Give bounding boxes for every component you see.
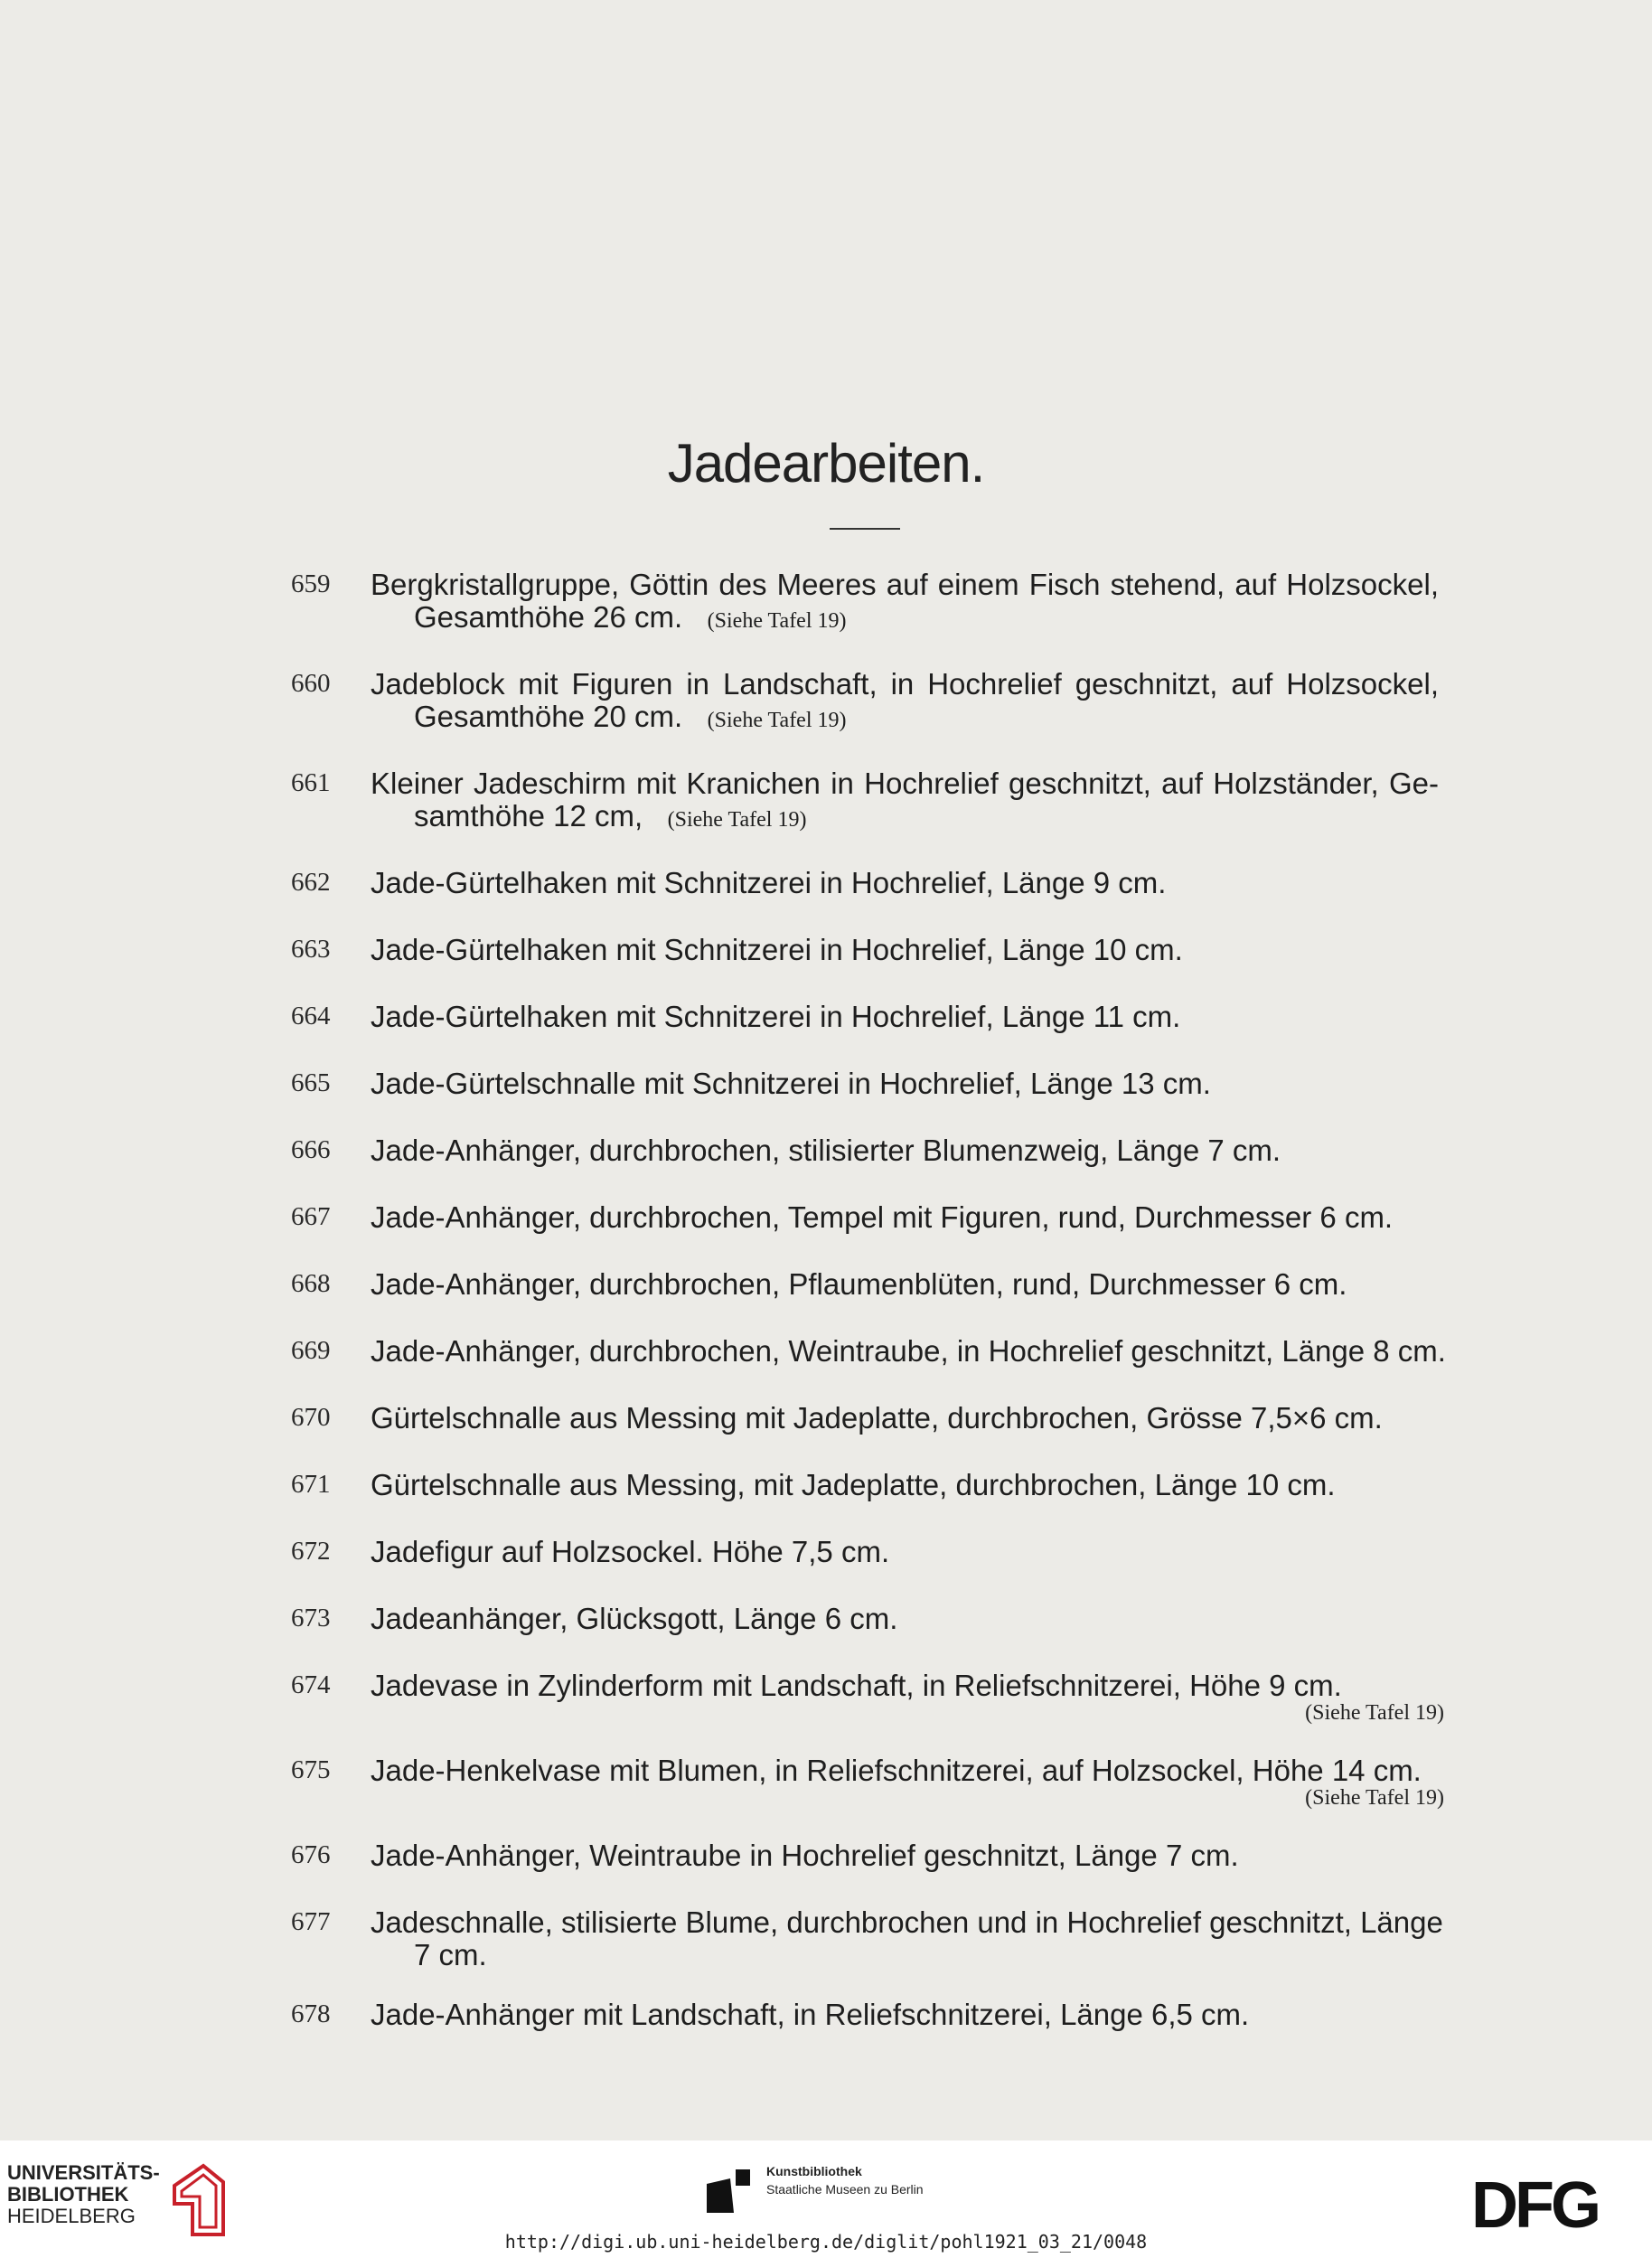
entry-text: Kleiner Jadeschirm mit Kranichen in Hochrelief geschnitzt, auf Holzständer, Ge- — [371, 767, 1439, 800]
entry-number: 676 — [291, 1840, 331, 1869]
entry-number: 675 — [291, 1755, 331, 1784]
entry-text: Bergkristallgruppe, Göttin des Meeres auf einem Fisch stehend, auf Holzsockel, — [371, 568, 1439, 601]
entry-number: 661 — [291, 768, 331, 797]
plate-reference: (Siehe Tafel 19) — [707, 609, 847, 633]
entry-text-continued-value: samthöhe 12 cm, — [414, 799, 643, 833]
spacer — [682, 600, 708, 634]
entry-number: 677 — [291, 1907, 331, 1936]
kunstbibliothek-logo-icon — [703, 2166, 754, 2216]
entry-text-continued — [414, 700, 847, 734]
plate-reference: (Siehe Tafel 19) — [1305, 1786, 1444, 1810]
entry-text: Jade-Gürtelhaken mit Schnitzerei in Hochrelief, Länge 9 cm. — [371, 866, 1167, 899]
entry-text-continued-value: Gesamthöhe 20 cm. — [414, 700, 683, 733]
dfg-logo-icon — [1471, 2175, 1634, 2238]
entry-number: 669 — [291, 1336, 331, 1365]
entry-text: Jade-Anhänger, durchbrochen, stilisierter Blumenzweig, Länge 7 cm. — [371, 1134, 1281, 1167]
entry-text: Jade-Anhänger, durchbrochen, Tempel mit Figuren, rund, Durchmesser 6 cm. — [371, 1200, 1394, 1234]
entry-text: Jade-Henkelvase mit Blumen, in Reliefschnitzerei, auf Holzsockel, Höhe 14 cm. — [371, 1754, 1422, 1787]
entry-number: 659 — [291, 569, 331, 598]
plate-reference: (Siehe Tafel 19) — [1305, 1701, 1444, 1725]
footer — [0, 2140, 1652, 2258]
entry-text: Jade-Anhänger, durchbrochen, Pflaumenblüten, rund, Durchmesser 6 cm. — [371, 1267, 1347, 1301]
entry-text: Jade-Anhänger mit Landschaft, in Reliefschnitzerei, Länge 6,5 cm. — [371, 1998, 1250, 2031]
entry-number: 678 — [291, 1999, 331, 2028]
entry-text: Jade-Gürtelhaken mit Schnitzerei in Hochrelief, Länge 10 cm. — [371, 933, 1183, 966]
entry-number: 666 — [291, 1135, 331, 1164]
entry-number: 673 — [291, 1604, 331, 1632]
entry-text: Jade-Anhänger, durchbrochen, Weintraube, in Hochrelief geschnitzt, Länge 8 cm. — [371, 1334, 1446, 1368]
source-url[interactable]: http://digi.ub.uni-heidelberg.de/diglit/pohl1921_03_21/0048 — [504, 2231, 1148, 2253]
entry-number: 660 — [291, 669, 331, 698]
uni-line-2: BIBLIOTHEK — [7, 2183, 129, 2206]
entry-text: Jade-Gürtelhaken mit Schnitzerei in Hochrelief, Länge 11 cm. — [371, 1000, 1181, 1033]
entry-text: Jadevase in Zylinderform mit Landschaft, in Reliefschnitzerei, Höhe 9 cm. — [371, 1669, 1342, 1702]
spacer — [682, 700, 708, 733]
entry-text-continued — [414, 1938, 487, 1972]
entry-text-continued — [414, 600, 847, 635]
kb-line-2: Staatliche Museen zu Berlin — [766, 2182, 924, 2197]
kunstbibliothek-name — [766, 2162, 924, 2198]
entry-text: Jadeanhänger, Glücksgott, Länge 6 cm. — [371, 1602, 898, 1635]
entry-text-continued — [414, 799, 806, 833]
entry-number: 663 — [291, 935, 331, 964]
plate-reference: (Siehe Tafel 19) — [707, 709, 847, 732]
entry-number: 664 — [291, 1002, 331, 1030]
spacer — [643, 799, 668, 833]
uni-line-1: UNIVERSITÄTS- — [7, 2161, 160, 2184]
plate-reference: (Siehe Tafel 19) — [667, 808, 807, 832]
entry-number: 671 — [291, 1470, 331, 1499]
entry-text-continued-value: Gesamthöhe 26 cm. — [414, 600, 683, 634]
entry-text: Jadeblock mit Figuren in Landschaft, in Hochrelief geschnitzt, auf Holzsockel, — [371, 667, 1439, 701]
kb-line-1: Kunstbibliothek — [766, 2164, 862, 2178]
uni-line-3: HEIDELBERG — [7, 2205, 136, 2227]
svg-text:DFG: DFG — [1471, 2175, 1598, 2238]
entry-text: Jadefigur auf Holzsockel. Höhe 7,5 cm. — [371, 1535, 890, 1568]
entry-number: 674 — [291, 1670, 331, 1699]
entry-text-continued-value: 7 cm. — [414, 1938, 487, 1971]
uni-heidelberg-logo-icon — [167, 2159, 230, 2240]
entry-number: 662 — [291, 868, 331, 897]
entry-text: Jadeschnalle, stilisierte Blume, durchbrochen und in Hochrelief geschnitzt, Länge — [371, 1905, 1443, 1939]
title-rule — [830, 528, 900, 530]
entry-number: 665 — [291, 1068, 331, 1097]
entry-text: Jade-Anhänger, Weintraube in Hochrelief geschnitzt, Länge 7 cm. — [371, 1839, 1239, 1872]
entry-number: 667 — [291, 1202, 331, 1231]
entry-number: 668 — [291, 1269, 331, 1298]
entry-text: Jade-Gürtelschnalle mit Schnitzerei in Hochrelief, Länge 13 cm. — [371, 1067, 1211, 1100]
uni-heidelberg-name — [7, 2162, 160, 2227]
entry-number: 670 — [291, 1403, 331, 1432]
entry-number: 672 — [291, 1537, 331, 1566]
entry-text: Gürtelschnalle aus Messing mit Jadeplatte, durchbrochen, Grösse 7,5×6 cm. — [371, 1401, 1383, 1435]
entry-text: Gürtelschnalle aus Messing, mit Jadeplatte, durchbrochen, Länge 10 cm. — [371, 1468, 1336, 1501]
page-title: Jadearbeiten. — [667, 433, 985, 494]
